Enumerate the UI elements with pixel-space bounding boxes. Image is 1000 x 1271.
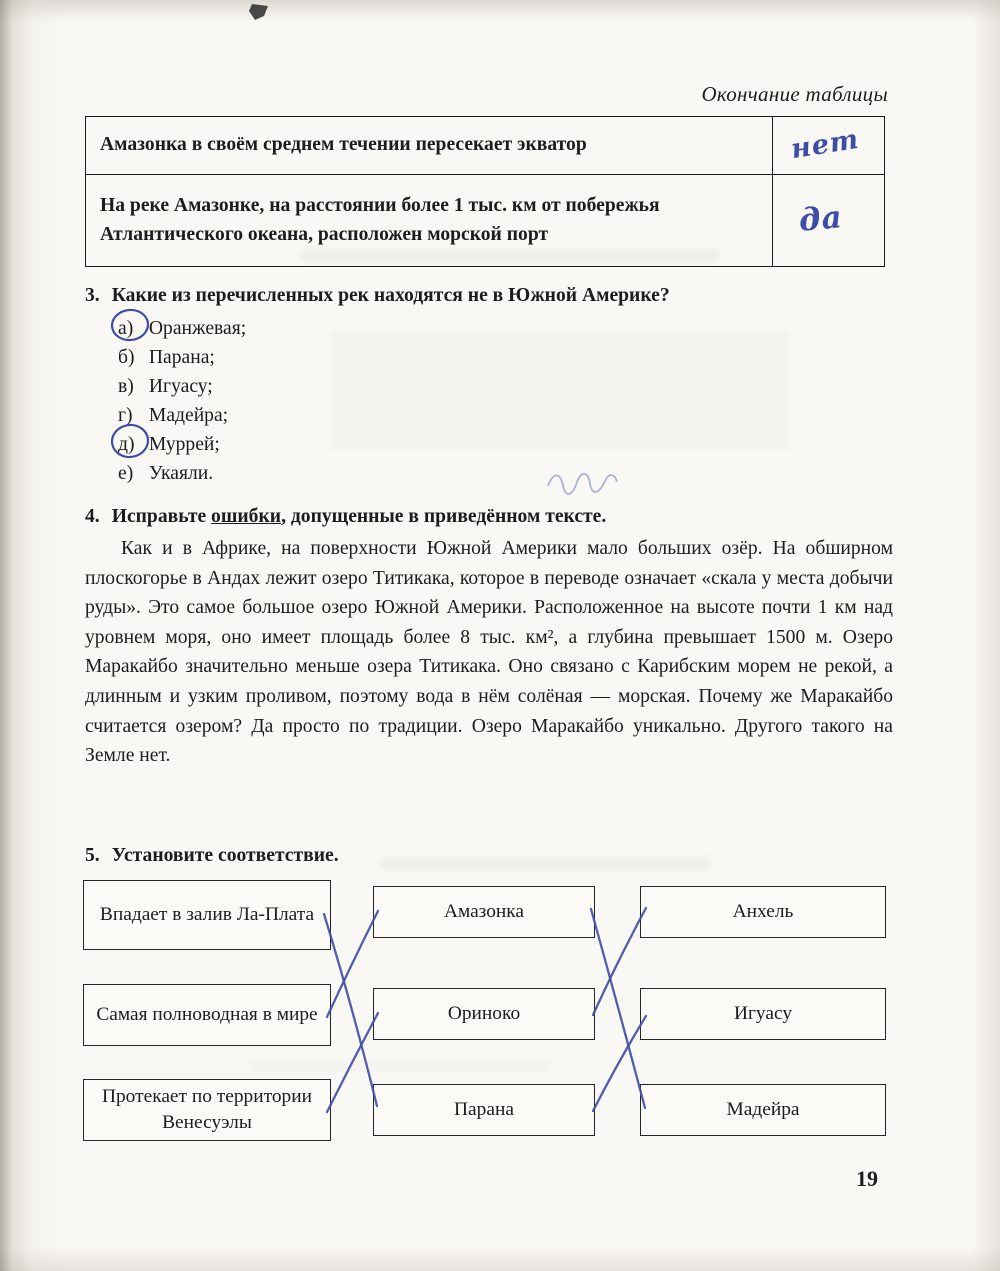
option-letter: д)	[118, 434, 135, 455]
question-text: , допущенные в приведённом тексте.	[281, 506, 607, 527]
option-d	[118, 430, 893, 459]
table-continuation-heading: Окончание таблицы	[701, 82, 888, 106]
match-line-orinoco-angel	[593, 908, 646, 1015]
question-text: Установите соответствие.	[111, 845, 339, 866]
match-line-parana-iguazu	[593, 1016, 646, 1111]
match-right-box-1: Анхель	[640, 886, 886, 938]
option-text: Парана;	[148, 347, 215, 368]
match-left-box-1: Впадает в залив Ла-Плата	[83, 880, 331, 950]
handwritten-answer: нет	[789, 123, 862, 166]
statement-cell: Амазонка в своём среднем течении пересекает экватор	[86, 117, 773, 175]
match-line-laplata-parana	[324, 914, 377, 1106]
match-left-box-2: Самая полноводная в мире	[83, 984, 331, 1046]
match-middle-box-1: Амазонка	[373, 886, 595, 938]
option-letter: е)	[118, 463, 134, 484]
statement-cell: На реке Амазонке, на расстоянии более 1 тыс. км от побережья Атлантического океана, расположен морской порт	[86, 175, 773, 267]
option-letter: г)	[118, 405, 133, 426]
question-text: Исправьте	[111, 506, 212, 527]
table-row	[86, 175, 885, 267]
match-middle-box-2: Ориноко	[373, 988, 595, 1040]
option-text: Оранжевая;	[148, 318, 247, 339]
underlined-word: ошибки	[211, 506, 282, 527]
option-text: Укаяли.	[148, 463, 214, 484]
option-letter: а)	[118, 318, 134, 339]
match-right-box-3: Мадейра	[640, 1084, 886, 1136]
match-left-box-3: Протекает по территории Венесуэлы	[83, 1079, 331, 1141]
option-g	[118, 401, 893, 430]
question-number: 4.	[85, 506, 100, 527]
handwritten-answer: да	[797, 199, 845, 239]
question-5-title	[85, 843, 339, 869]
match-right-box-2: Игуасу	[640, 988, 886, 1040]
question-number: 3.	[85, 285, 100, 306]
question-3	[85, 283, 893, 488]
scan-artifact	[249, 4, 268, 20]
option-a	[118, 314, 893, 343]
match-line-amazon-madeira	[591, 909, 645, 1108]
option-letter: в)	[118, 376, 134, 397]
answer-cell	[773, 117, 885, 175]
match-line-venezuela-orinoco	[327, 1013, 378, 1112]
scan-artifact	[250, 1060, 550, 1072]
scan-artifact	[380, 856, 710, 870]
table-row	[86, 117, 885, 175]
match-line-fullest-amazon	[327, 911, 378, 1017]
question-4-title	[85, 504, 893, 530]
question-4-paragraph: Как и в Африке, на поверхности Южной Америки мало больших озёр. На обширном плоскогорье в Андах лежит озеро Титикака, которое в переводе означает «скала у места добычи руды». Это самое большое озеро Южной Америки. Расположенное на высоте почти 1 км над уровнем моря, оно имеет площадь более 8 тыс. км², а глубина превышает 1500 м. Озеро Маракайбо значительно меньше озера Титикака. Оно связано с Карибским морем не рекой, а длинным и узким проливом, поэтому вода в нём солёная — морская. Почему же Маракайбо считается озером? Да просто по традиции. Озеро Маракайбо уникально. Другого такого на Земле нет.	[85, 538, 893, 767]
option-text: Муррей;	[148, 434, 220, 455]
options-list	[118, 314, 893, 488]
option-text: Игуасу;	[148, 376, 213, 397]
option-letter: б)	[118, 347, 135, 368]
option-v	[118, 372, 893, 401]
option-text: Мадейра;	[148, 405, 229, 426]
question-3-title	[85, 283, 893, 309]
match-middle-box-3: Парана	[373, 1084, 595, 1136]
option-e	[118, 459, 893, 488]
question-number: 5.	[85, 845, 100, 866]
question-text: Какие из перечисленных рек находятся не в Южной Америке?	[111, 285, 670, 306]
question-4	[85, 504, 893, 771]
true-false-table	[85, 116, 885, 267]
answer-cell	[773, 175, 885, 267]
page-number: 19	[856, 1166, 878, 1191]
option-b	[118, 343, 893, 372]
